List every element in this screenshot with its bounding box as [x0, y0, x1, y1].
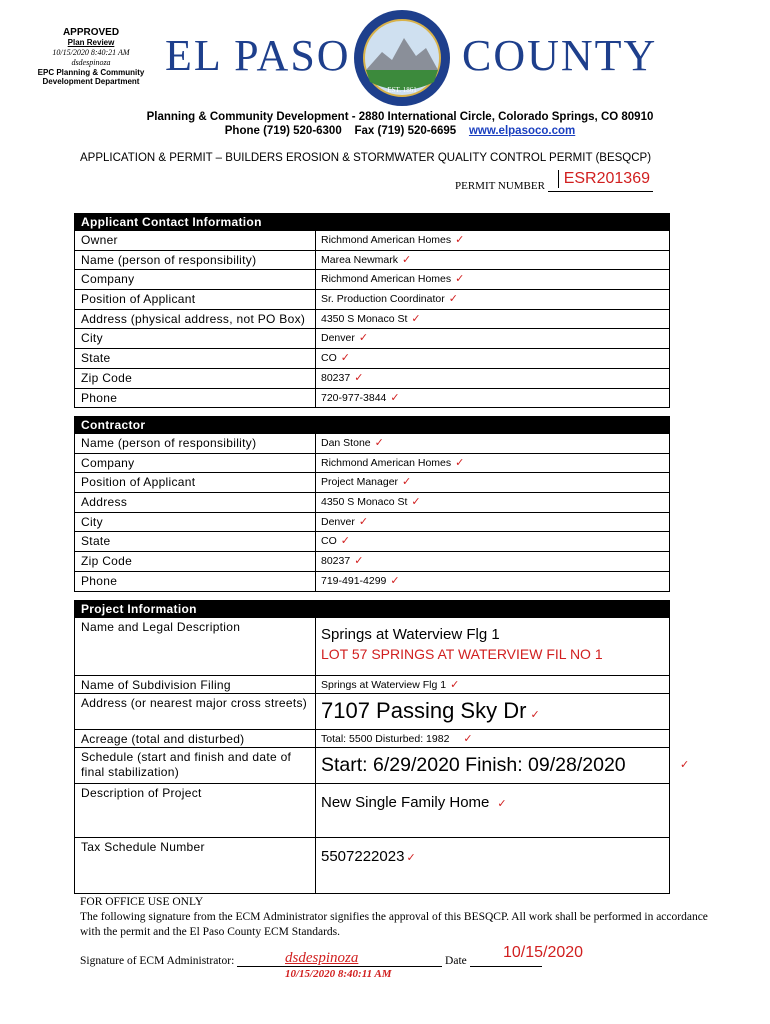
project-acreage-row — [75, 729, 669, 747]
applicant-label: State — [81, 351, 111, 366]
website-link[interactable]: www.elpasoco.com — [468, 125, 576, 137]
address-label: Address (or nearest major cross streets) — [81, 696, 308, 710]
contractor-value[interactable]: Denver ✓ — [315, 513, 669, 532]
check-icon: ✓ — [354, 371, 364, 384]
check-icon: ✓ — [530, 709, 540, 721]
schedule-value[interactable]: Start: 6/29/2020 Finish: 09/28/2020 ✓ — [315, 748, 669, 783]
applicant-value[interactable]: Marea Newmark ✓ — [315, 251, 669, 270]
applicant-value[interactable]: 720-977-3844 ✓ — [315, 389, 669, 408]
permit-number — [455, 170, 653, 192]
permit-label: PERMIT NUMBER — [455, 180, 545, 192]
county-seal-icon — [352, 8, 452, 108]
contractor-label: Position of Applicant — [81, 475, 196, 490]
permit-value[interactable]: ESR201369 — [558, 170, 650, 188]
project-header: Project Information — [75, 601, 669, 617]
office-heading: FOR OFFICE USE ONLY — [80, 896, 204, 908]
applicant-value[interactable]: CO ✓ — [315, 349, 669, 368]
contractor-row — [75, 433, 669, 453]
project-table — [74, 600, 690, 894]
contractor-label: State — [81, 534, 111, 549]
applicant-row — [75, 269, 669, 289]
applicant-row — [75, 289, 669, 309]
applicant-value[interactable]: 80237 ✓ — [315, 369, 669, 388]
project-schedule-row — [75, 747, 690, 783]
applicant-label: Owner — [81, 233, 118, 247]
contractor-value[interactable]: 80237 ✓ — [315, 552, 669, 571]
check-icon: ✓ — [455, 273, 465, 286]
header-address — [0, 110, 770, 138]
approval-stamp — [36, 28, 146, 86]
filing-label: Name of Subdivision Filing — [81, 678, 231, 692]
project-address-row — [75, 693, 669, 729]
description-label: Description of Project — [81, 786, 202, 800]
project-filing-row — [75, 675, 669, 693]
contractor-label: Name (person of responsibility) — [81, 436, 257, 450]
contractor-label: City — [81, 514, 103, 529]
tax-value[interactable]: 5507222023 ✓ — [315, 838, 669, 893]
applicant-label: Position of Applicant — [81, 292, 196, 307]
contractor-row — [75, 512, 669, 532]
legal-label: Name and Legal Description — [81, 620, 241, 634]
applicant-value[interactable]: 4350 S Monaco St ✓ — [315, 310, 669, 329]
description-value[interactable]: New Single Family Home ✓ — [315, 784, 669, 837]
applicant-label: Zip Code — [81, 370, 133, 385]
stamp-approved: APPROVED — [62, 27, 120, 38]
stamp-dept: EPC Planning & Community Development Department — [37, 68, 145, 86]
applicant-header: Applicant Contact Information — [75, 214, 669, 230]
applicant-label: Address (physical address, not PO Box) — [81, 311, 306, 326]
contractor-row — [75, 492, 669, 512]
contractor-row — [75, 571, 669, 591]
check-icon: ✓ — [358, 332, 369, 345]
phone: Phone (719) 520-6300 — [224, 125, 342, 137]
check-icon: ✓ — [406, 852, 416, 864]
contractor-value[interactable]: 4350 S Monaco St ✓ — [315, 493, 669, 512]
legal-value[interactable] — [315, 618, 669, 675]
signature-name: dsdespinoza — [285, 950, 359, 966]
check-icon: ✓ — [390, 574, 400, 587]
contractor-row — [75, 472, 669, 492]
address-line: Planning & Community Development - 2880 International Circle, Colorado Springs, CO 80910 — [146, 111, 654, 123]
applicant-row — [75, 328, 669, 348]
contractor-value[interactable]: 719-491-4299 ✓ — [315, 572, 669, 591]
project-description-row — [75, 783, 669, 837]
contractor-label: Phone — [81, 573, 118, 588]
signature-date: 10/15/2020 — [503, 944, 584, 961]
check-icon: ✓ — [340, 535, 350, 548]
contractor-table — [74, 416, 670, 592]
check-icon: ✓ — [402, 253, 412, 266]
project-legal-row — [75, 617, 669, 675]
acreage-label: Acreage (total and disturbed) — [81, 732, 245, 746]
legal-value-line1: Springs at Waterview Flg 1 — [321, 626, 500, 643]
contractor-value[interactable]: Dan Stone ✓ — [315, 434, 669, 453]
applicant-row — [75, 388, 669, 408]
stamp-review: Plan Review — [67, 38, 115, 47]
contractor-value[interactable]: Richmond American Homes ✓ — [315, 454, 669, 473]
check-icon: ✓ — [354, 555, 364, 568]
applicant-row — [75, 250, 669, 270]
applicant-value[interactable]: Denver ✓ — [315, 329, 669, 348]
check-icon: ✓ — [455, 234, 465, 246]
check-icon: ✓ — [411, 496, 421, 509]
form-title: APPLICATION & PERMIT – BUILDERS EROSION & STORMWATER QUALITY CONTROL PERMIT (BESQCP) — [80, 152, 652, 164]
contractor-label: Address — [81, 495, 128, 510]
contractor-value[interactable]: Project Manager ✓ — [315, 473, 669, 492]
stamp-timestamp: 10/15/2020 8:40:21 AM — [52, 48, 130, 57]
check-icon: ✓ — [448, 293, 458, 306]
check-icon: ✓ — [390, 391, 400, 404]
office-use-section — [80, 895, 720, 940]
tax-label: Tax Schedule Number — [81, 840, 205, 854]
fax: Fax (719) 520-6695 — [354, 125, 457, 137]
check-icon: ✓ — [450, 679, 460, 691]
address-value[interactable]: 7107 Passing Sky Dr ✓ — [315, 694, 669, 729]
legal-value-line2: LOT 57 SPRINGS AT WATERVIEW FIL NO 1 — [321, 646, 603, 662]
logo-el-paso: EL PASO — [165, 31, 351, 80]
applicant-label: Name (person of responsibility) — [81, 252, 257, 267]
logo-county: COUNTY — [462, 31, 658, 80]
check-icon: ✓ — [455, 456, 465, 469]
applicant-label: Phone — [81, 390, 118, 405]
check-icon: ✓ — [411, 312, 421, 325]
applicant-label: Company — [81, 272, 135, 287]
signature-timestamp: 10/15/2020 8:40:11 AM — [285, 968, 392, 980]
check-icon: ✓ — [340, 352, 350, 365]
applicant-row — [75, 348, 669, 368]
applicant-row — [75, 309, 669, 329]
filing-value[interactable]: Springs at Waterview Flg 1 ✓ — [315, 676, 669, 693]
contractor-row — [75, 531, 669, 551]
check-icon: ✓ — [680, 759, 690, 771]
date-label: Date — [445, 955, 467, 967]
check-icon: ✓ — [402, 476, 412, 489]
contractor-row — [75, 551, 669, 571]
seal-bottom-text: EST. 1861 — [387, 86, 417, 94]
contractor-value[interactable]: CO ✓ — [315, 532, 669, 551]
contractor-label: Zip Code — [81, 554, 133, 569]
project-tax-row — [75, 837, 669, 893]
contractor-header: Contractor — [75, 417, 669, 433]
check-icon: ✓ — [374, 437, 384, 449]
applicant-row — [75, 230, 669, 250]
applicant-value[interactable]: Richmond American Homes ✓ — [315, 231, 669, 250]
applicant-table — [74, 213, 670, 408]
acreage-value[interactable]: Total: 5500 Disturbed: 1982 ✓ — [315, 730, 669, 747]
applicant-label: City — [81, 331, 103, 346]
office-text: The following signature from the ECM Administrator signifies the approval of this BESQCP. All work shall be performed in accordance with the permit and the El Paso County ECM Standards. — [80, 911, 708, 938]
contact-line — [0, 124, 770, 138]
schedule-label: Schedule (start and finish and date of final stabilization) — [81, 750, 292, 779]
check-icon: ✓ — [463, 733, 473, 745]
contractor-label: Company — [81, 455, 135, 470]
contractor-row — [75, 453, 669, 473]
applicant-value[interactable]: Sr. Production Coordinator ✓ — [315, 290, 669, 309]
applicant-row — [75, 368, 669, 388]
applicant-value[interactable]: Richmond American Homes ✓ — [315, 270, 669, 289]
check-icon: ✓ — [358, 515, 369, 528]
signature-label: Signature of ECM Administrator: — [80, 955, 235, 967]
check-icon: ✓ — [497, 798, 507, 810]
stamp-user: dsdespinoza — [71, 58, 111, 67]
